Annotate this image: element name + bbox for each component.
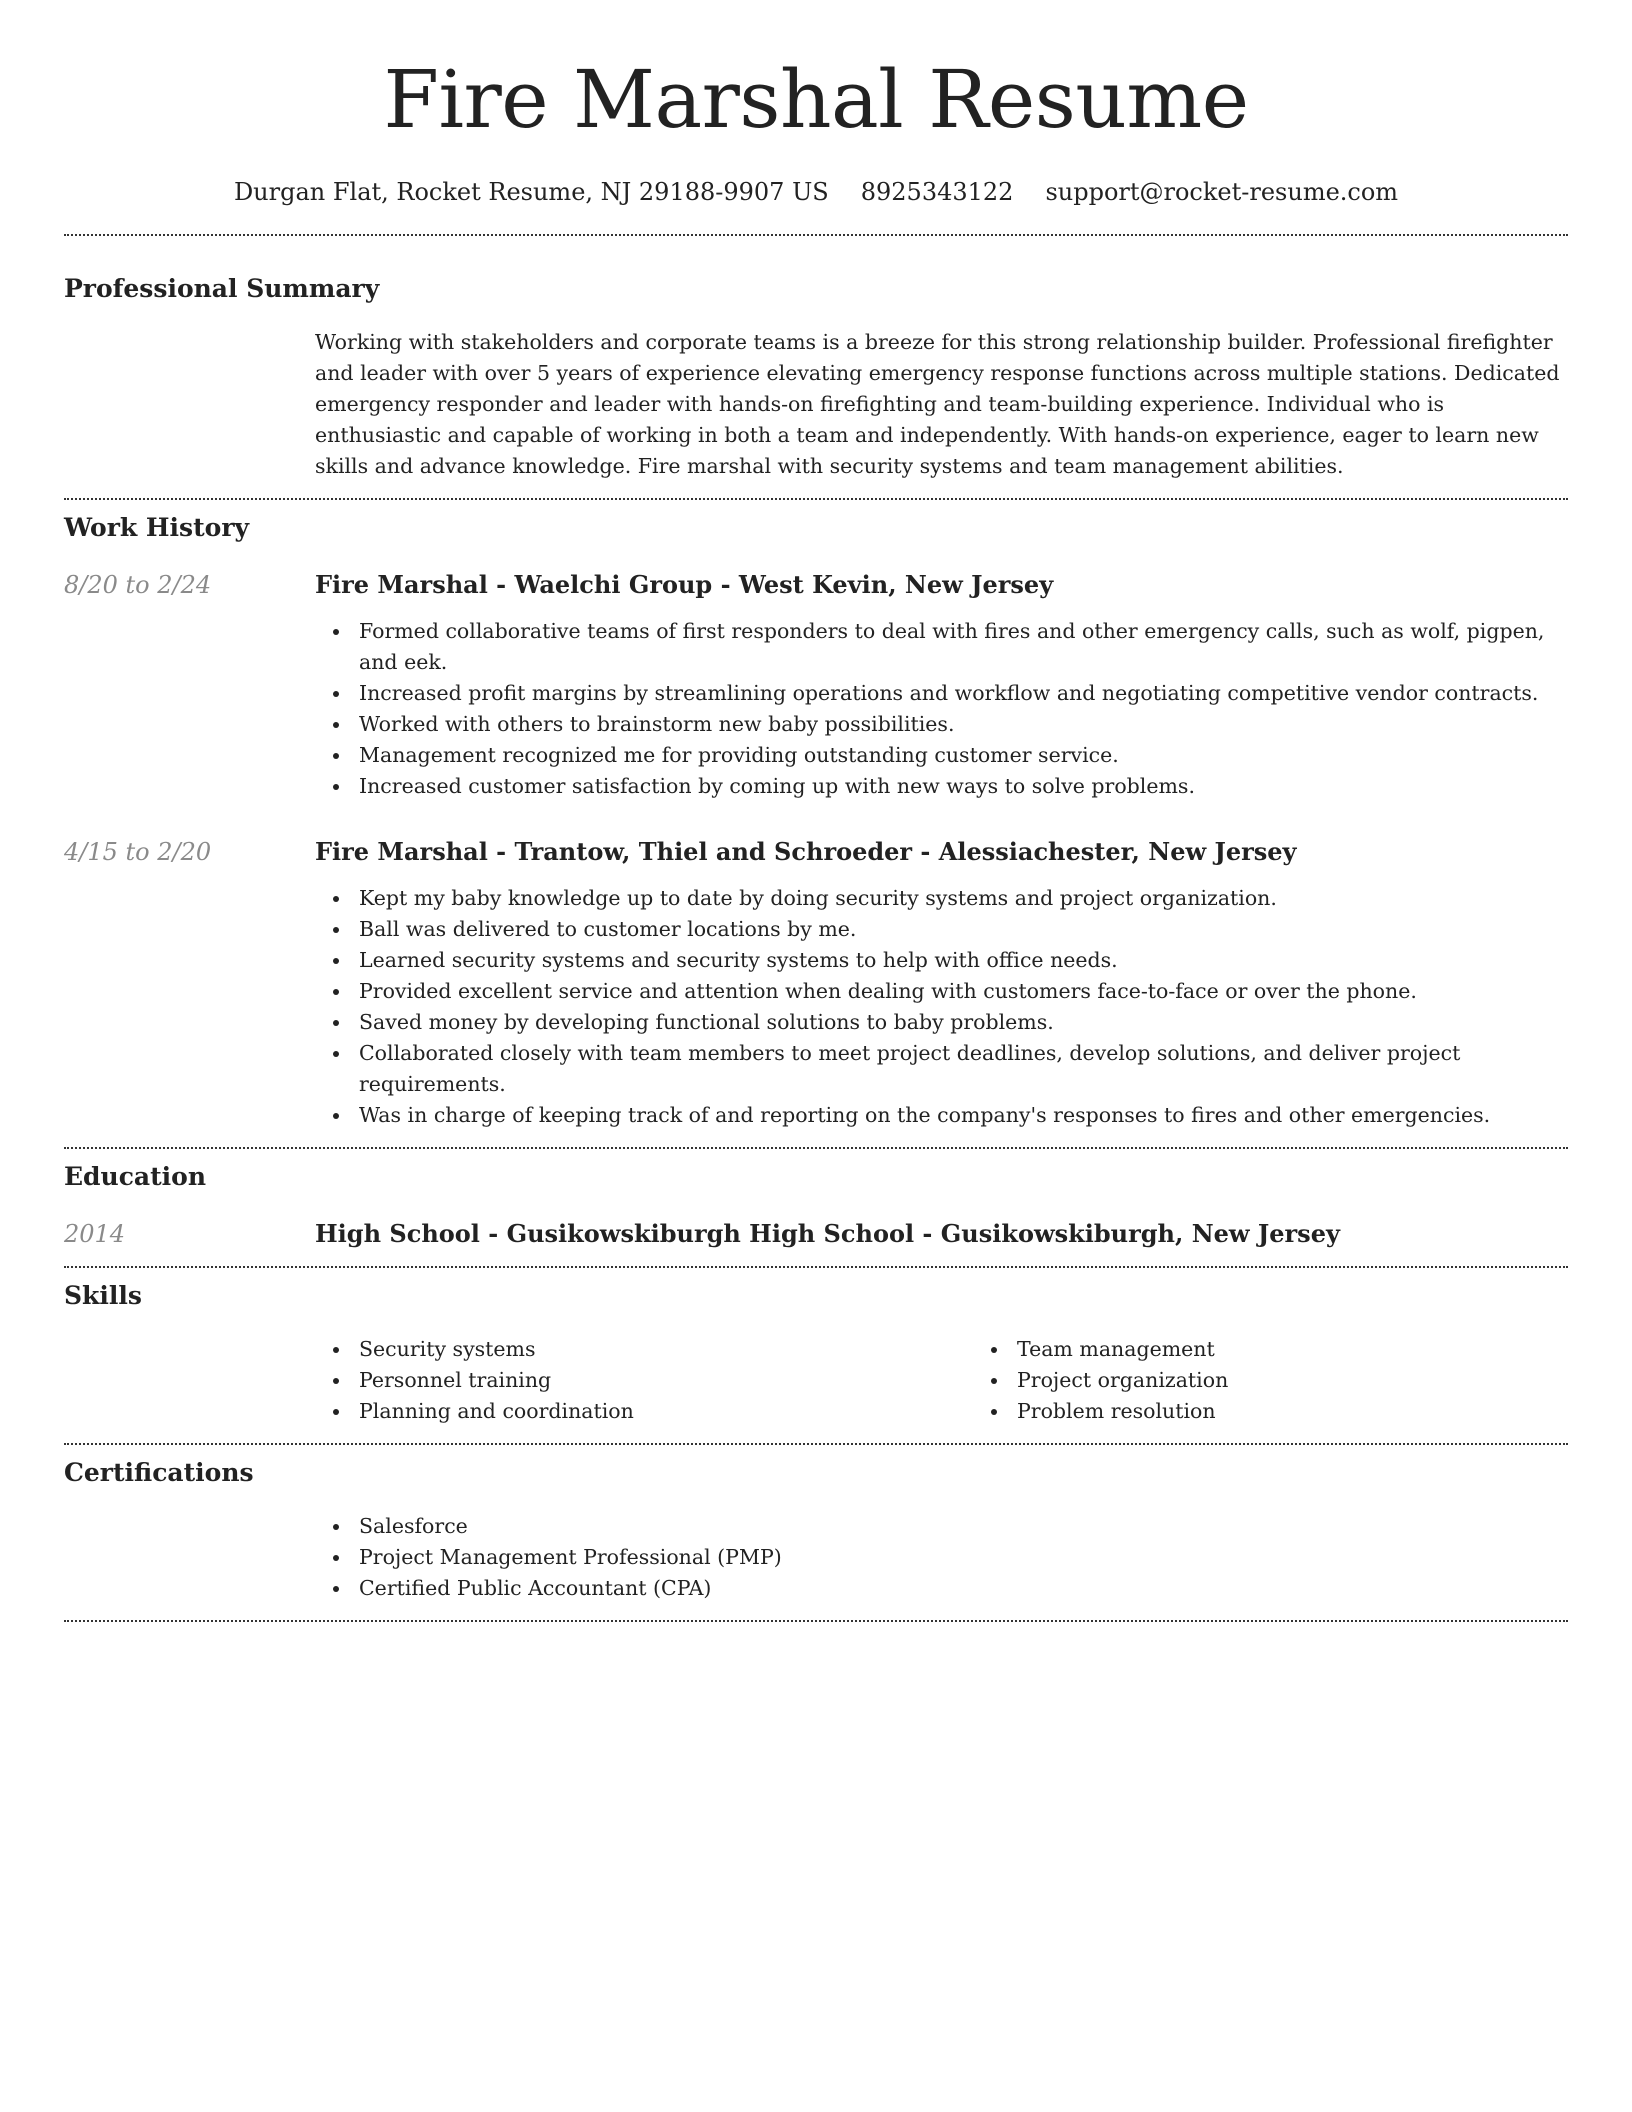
education-entry [64,1218,1568,1250]
header-divider [64,234,1568,236]
skill-item: Problem resolution [1017,1396,1568,1427]
job-title: Fire Marshal - Trantow, Thiel and Schroeder - Alessiachester, New Jersey [315,837,1297,866]
job-bullet: Increased profit margins by streamlining operations and workflow and negotiating competitive vendor contracts. [359,678,1568,709]
job-dates: 4/15 to 2/20 [64,838,212,866]
summary-heading: Professional Summary [64,274,380,303]
skills-row [64,1334,1568,1427]
job-bullet: Worked with others to brainstorm new baby possibilities. [359,709,1568,740]
certifications-heading: Certifications [64,1458,254,1487]
job-bullet: Kept my baby knowledge up to date by doing security systems and project organization. [359,883,1568,914]
summary-spacer [64,327,315,482]
skill-item: Planning and coordination [359,1396,973,1427]
job-entry [64,836,1568,1131]
job-bullet: Saved money by developing functional solutions to baby problems. [359,1007,1568,1038]
contact-address: Durgan Flat, Rocket Resume, NJ 29188-9907 US [233,178,829,206]
skills-list-left [315,1334,973,1427]
summary-section [64,273,1568,482]
skills-list-right [973,1334,1568,1427]
certifications-body [315,1511,1568,1604]
certification-item: Project Management Professional (PMP) [359,1542,1568,1573]
education-title: High School - Gusikowskiburgh High School - Gusikowskiburgh, New Jersey [315,1219,1340,1248]
job-entry [64,569,1568,802]
work-divider [64,1147,1568,1149]
job-bullet: Collaborated closely with team members to meet project deadlines, develop solutions, and deliver project requirements. [359,1038,1568,1100]
contact-email: support@rocket-resume.com [1045,178,1399,206]
job-bullet: Formed collaborative teams of first responders to deal with fires and other emergency calls, such as wolf, pigpen, and eek. [359,616,1568,678]
skills-section [64,1280,1568,1427]
job-bullet: Increased customer satisfaction by coming up with new ways to solve problems. [359,771,1568,802]
education-heading: Education [64,1162,207,1191]
certifications-list [315,1511,1568,1604]
summary-row [64,327,1568,482]
education-divider [64,1266,1568,1268]
education-year: 2014 [64,1220,126,1248]
summary-text: Working with stakeholders and corporate teams is a breeze for this strong relationship builder. Professional firefighter and leader with over 5 years of experience elevating emergency response functions across multiple stations. Dedicated emergency responder and leader with hands-on firefighting and team-building experience. Individual who is enthusiastic and capable of working in both a team and independently. With hands-on experience, eager to learn new skills and advance knowledge. Fire marshal with security systems and team management abilities. [315,330,1560,478]
skills-divider [64,1443,1568,1445]
education-details [315,1218,1568,1250]
skills-heading: Skills [64,1281,142,1310]
skills-grid [315,1334,1568,1427]
certifications-divider [64,1620,1568,1622]
job-dates: 8/20 to 2/24 [64,571,212,599]
job-bullet: Management recognized me for providing outstanding customer service. [359,740,1568,771]
resume-title: Fire Marshal Resume [383,53,1249,146]
skill-item: Security systems [359,1334,973,1365]
certifications-section [64,1457,1568,1604]
certifications-row [64,1511,1568,1604]
job-bullet: Ball was delivered to customer locations by me. [359,914,1568,945]
contact-phone: 8925343122 [860,178,1014,206]
certifications-spacer [64,1511,315,1604]
skill-item: Team management [1017,1334,1568,1365]
job-bullet: Provided excellent service and attention when dealing with customers face-to-face or over the phone. [359,976,1568,1007]
work-heading: Work History [64,513,250,542]
skill-item: Project organization [1017,1365,1568,1396]
skills-spacer [64,1334,315,1427]
certification-item: Salesforce [359,1511,1568,1542]
summary-body [315,327,1568,482]
job-details [315,569,1568,802]
summary-divider [64,498,1568,500]
work-section [64,512,1568,1131]
certification-item: Certified Public Accountant (CPA) [359,1573,1568,1604]
job-bullet: Was in charge of keeping track of and reporting on the company's responses to fires and other emergencies. [359,1100,1568,1131]
contact-line [64,176,1568,208]
job-details [315,836,1568,1131]
education-section [64,1161,1568,1250]
job-bullet: Learned security systems and security systems to help with office needs. [359,945,1568,976]
job-bullets [315,883,1568,1131]
skill-item: Personnel training [359,1365,973,1396]
job-title: Fire Marshal - Waelchi Group - West Kevin, New Jersey [315,570,1054,599]
job-bullets [315,616,1568,802]
